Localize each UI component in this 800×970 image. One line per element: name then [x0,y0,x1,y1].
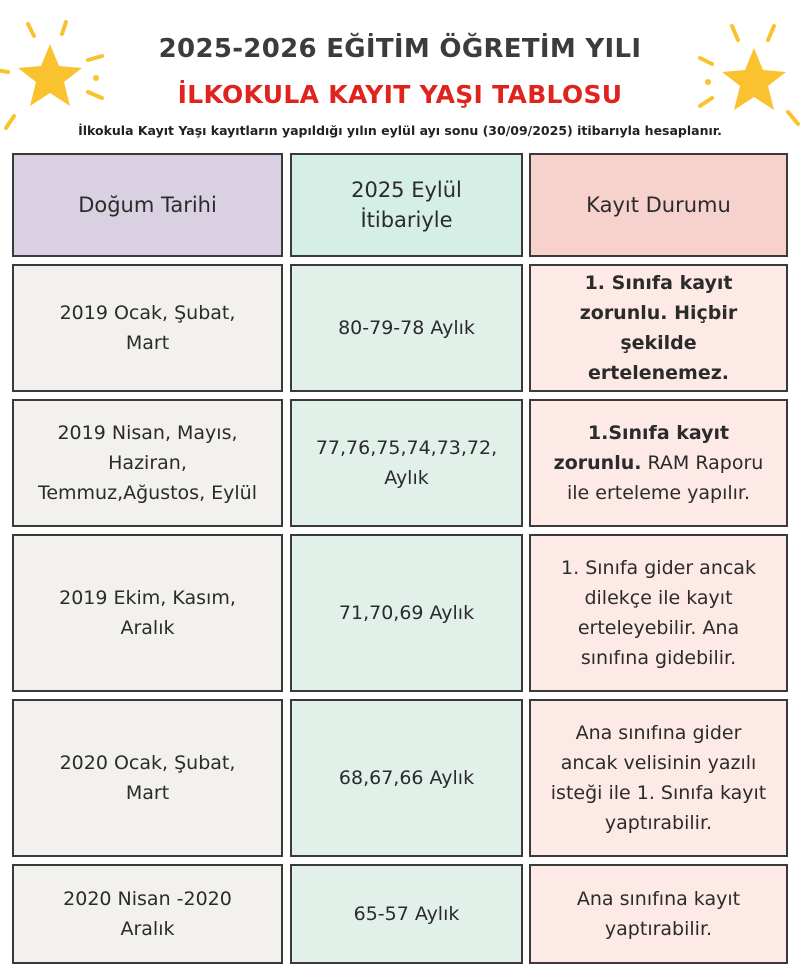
table-row-5-status [529,864,788,964]
status-text: 1. Sınıfa gider ancak dilekçe ile kayıt erteleyebilir. Ana sınıfına gidebilir. [561,557,756,669]
table-row-2-status [529,399,788,527]
table-row-4-birth-date: 2020 Ocak, Şubat, Mart [12,699,283,857]
status-text: Ana sınıfına gider ancak velisinin yazılı isteği ile 1. Sınıfa kayıt yaptırabilir. [550,722,767,834]
status-emphasis: 1.Sınıfa kayıt zorunlu. [553,422,730,474]
table-row-1-age-months: 80-79-78 Aylık [290,264,523,392]
table-row-1-birth-date: 2019 Ocak, Şubat, Mart [12,264,283,392]
status-emphasis: 1. Sınıfa kayıt zorunlu. Hiçbir şekilde ertelenemez. [579,272,738,384]
status-text: RAM Raporu ile erteleme yapılır. [566,452,764,504]
page-header [0,0,800,150]
column-header-registration-status: Kayıt Durumu [529,153,788,257]
table-row-1-status [529,264,788,392]
page-subtitle: İLKOKULA KAYIT YAŞI TABLOSU [177,80,623,109]
table-row-2-age-months: 77,76,75,74,73,72, Aylık [290,399,523,527]
column-header-birth-date: Doğum Tarihi [12,153,283,257]
table-row-3-age-months: 71,70,69 Aylık [290,534,523,692]
status-text: Ana sınıfına kayıt yaptırabilir. [576,888,741,940]
page-title: 2025-2026 EĞİTİM ÖĞRETİM YILI [158,34,642,64]
table-row-3-birth-date: 2019 Ekim, Kasım, Aralık [12,534,283,692]
table-row-5-birth-date: 2020 Nisan -2020 Aralık [12,864,283,964]
calculation-note: İlkokula Kayıt Yaşı kayıtların yapıldığı yılın eylül ayı sonu (30/09/2025) itibarıyla hesaplanır. [78,123,722,138]
table-row-4-age-months: 68,67,66 Aylık [290,699,523,857]
column-header-age-months: 2025 Eylül İtibariyle [290,153,523,257]
table-row-3-status [529,534,788,692]
table-row-4-status [529,699,788,857]
table-row-5-age-months: 65-57 Aylık [290,864,523,964]
table-row-2-birth-date: 2019 Nisan, Mayıs, Haziran, Temmuz,Ağustos, Eylül [12,399,283,527]
